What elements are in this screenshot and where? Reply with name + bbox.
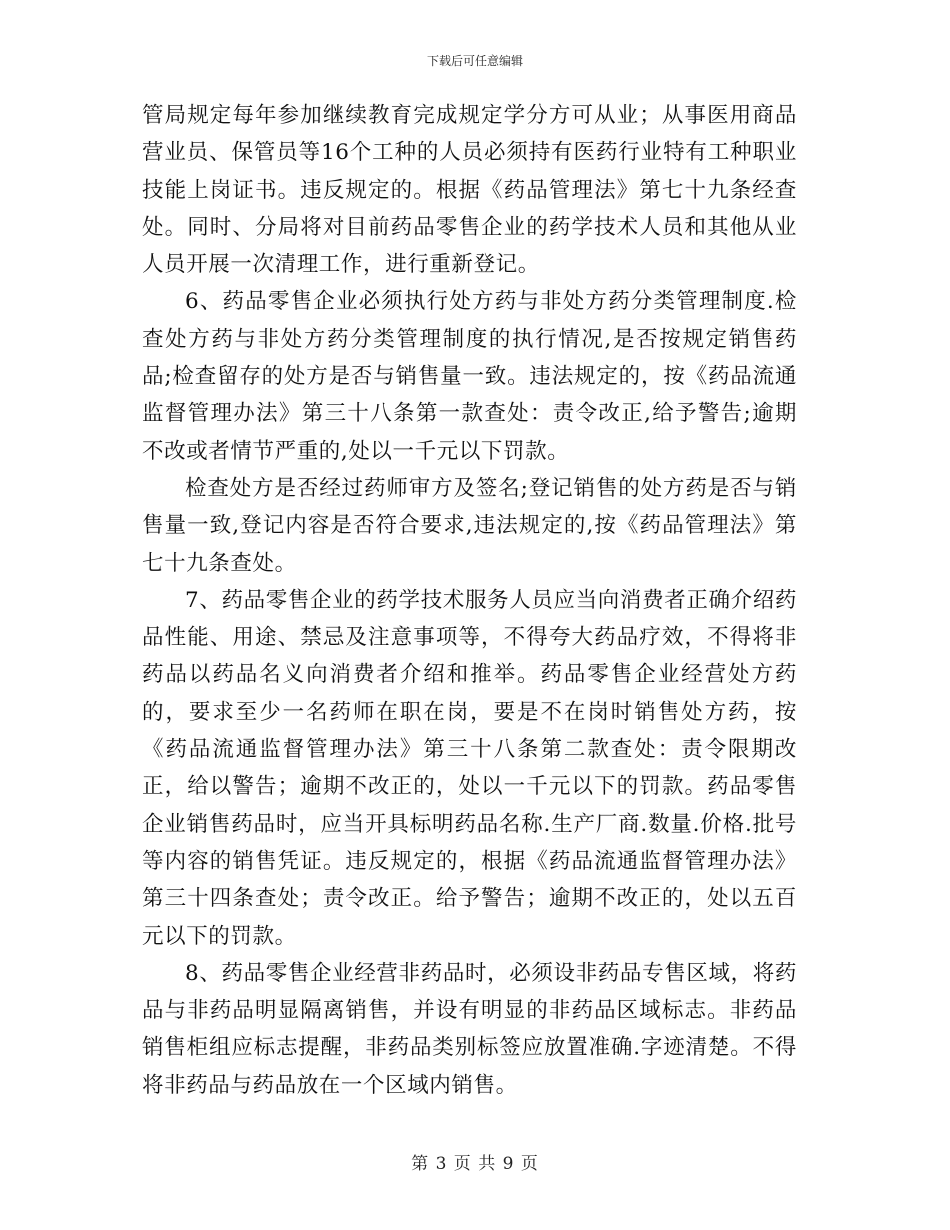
paragraph-item-8: 8、药品零售企业经营非药品时，必须设非药品专售区域，将药品与非药品明显隔离销售，并设有明显的非药品区域标志。非药品销售柜组应标志提醒，非药品类别标签应放置准确.字迹清楚。不得将非药品与药品放在一个区域内销售。 [142, 960, 797, 1098]
paragraph-item-7: 7、药品零售企业的药学技术服务人员应当向消费者正确介绍药品性能、用途、禁忌及注意事项等，不得夸大药品疗效，不得将非药品以药品名义向消费者介绍和推举。药品零售企业经营处方药的，要求至少一名药师在职在岗，要是不在岗时销售处方药，按《药品流通监督管理办法》第三十八条第二款查处：责令限期改正，给以警告；逾期不改正的，处以一千元以下的罚款。药品零售企业销售药品时，应当开具标明药品名称.生产厂商.数量.价格.批号等内容的销售凭证。违反规定的，根据《药品流通监督管理办法》第三十四条查处；责令改正。给予警告；逾期不改正的，处以五百元以下的罚款。 [142, 587, 797, 949]
document-body [142, 97, 797, 1104]
paragraph-item-6: 6、药品零售企业必须执行处方药与非处方药分类管理制度.检查处方药与非处方药分类管理制度的执行情况,是否按规定销售药品;检查留存的处方是否与销售量一致。违法规定的，按《药品流通监督管理办法》第三十八条第一款查处：责令改正,给予警告;逾期不改或者情节严重的,处以一千元以下罚款。 [142, 289, 797, 464]
page-number: 第 3 页 共 9 页 [411, 1154, 539, 1174]
paragraph-continuation: 管局规定每年参加继续教育完成规定学分方可从业；从事医用商品营业员、保管员等16个工种的人员必须持有医药行业特有工种职业技能上岗证书。违反规定的。根据《药品管理法》第七十九条经查处。同时、分局将对目前药品零售企业的药学技术人员和其他从业人员开展一次清理工作，进行重新登记。 [142, 103, 797, 278]
paragraph-prescription-check: 检查处方是否经过药师审方及签名;登记销售的处方药是否与销售量一致,登记内容是否符合要求,违法规定的,按《药品管理法》第七十九条查处。 [142, 475, 797, 576]
page-header: 下载后可任意编辑 [426, 54, 523, 68]
